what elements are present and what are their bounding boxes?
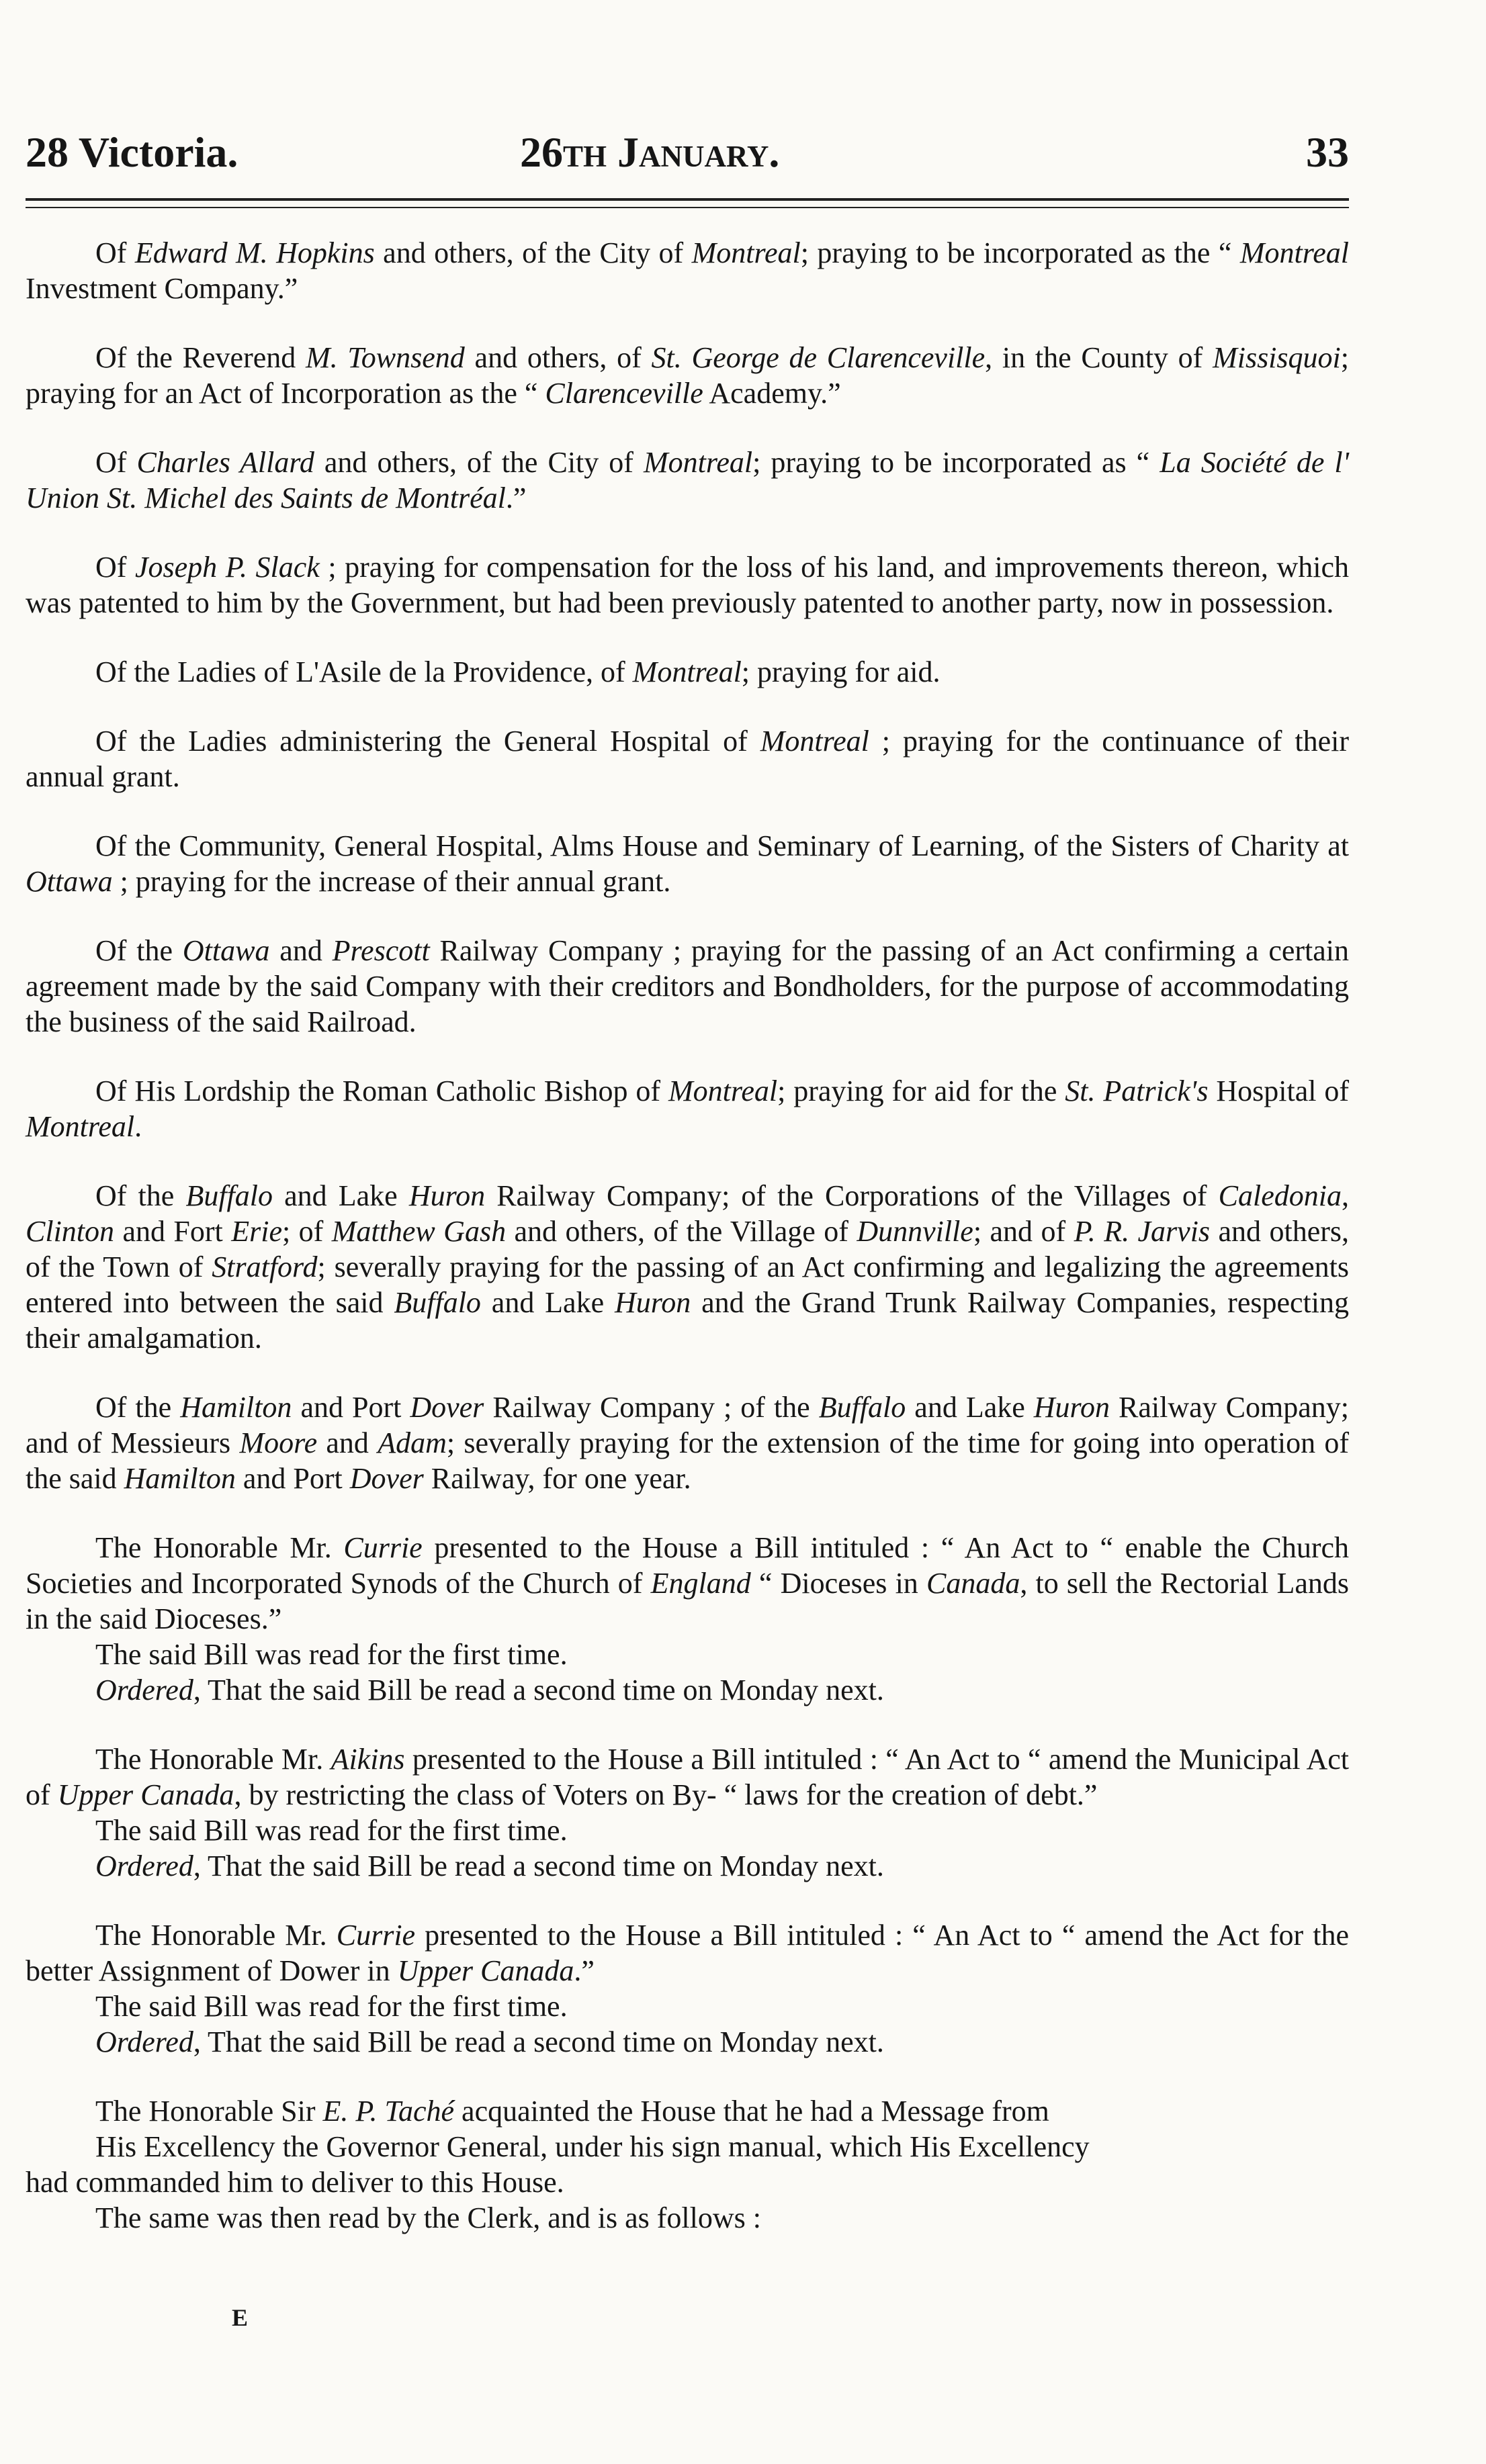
bill-presentation: The Honorable Mr. Aikins presented to the House a Bill intituled : “ An Act to “ amend the Municipal Act of Upper Canada, by restricting the class of Voters on By- “ laws for the creation of debt.” bbox=[26, 1743, 1349, 1811]
petition-paragraph: Of the Reverend M. Townsend and others, of St. George de Clarenceville, in the County of Missisquoi; praying for an Act of Incorporation as the “ Clarenceville Academy.” bbox=[26, 341, 1349, 410]
petition-paragraph: Of the Hamilton and Port Dover Railway Company ; of the Buffalo and Lake Huron Railway Company; and of Messieurs Moore and Adam; severally praying for the extension of the time for going into operation of the said Hamilton and Port Dover Railway, for one year. bbox=[26, 1391, 1350, 1495]
petition-paragraph: Of Joseph P. Slack ; praying for compensation for the loss of his land, and improvements thereon, which was patented to him by the Government, but had been previously patented to another party, now in possession. bbox=[26, 551, 1349, 619]
petitions-list bbox=[26, 235, 1349, 1496]
bills-list bbox=[26, 1530, 1349, 2060]
header-date: 26th January. bbox=[520, 128, 780, 176]
bill-order: Ordered, That the said Bill be read a second time on Monday next. bbox=[95, 1850, 884, 1882]
bill-order: Ordered, That the said Bill be read a second time on Monday next. bbox=[95, 1674, 884, 1706]
petition-paragraph: Of the Ladies administering the General Hospital of Montreal ; praying for the continuance of their annual grant. bbox=[26, 725, 1350, 793]
bill-order: Ordered, That the said Bill be read a second time on Monday next. bbox=[95, 2025, 884, 2058]
petition-paragraph: Of Edward M. Hopkins and others, of the City of Montreal; praying to be incorporated as the “ Montreal Investment Company.” bbox=[26, 236, 1349, 305]
petition-paragraph: Of His Lordship the Roman Catholic Bishop of Montreal; praying for aid for the St. Patrick's Hospital of Montreal. bbox=[26, 1075, 1350, 1143]
journal-body bbox=[26, 235, 1349, 2236]
bill-first-reading: The said Bill was read for the first time. bbox=[95, 1990, 568, 2023]
header-rule-thin bbox=[26, 207, 1349, 208]
message-read-line: The same was then read by the Clerk, and is as follows : bbox=[95, 2201, 761, 2234]
bill-first-reading: The said Bill was read for the first time. bbox=[95, 1814, 568, 1847]
signature-mark: E bbox=[232, 2304, 249, 2331]
bill-entry bbox=[26, 1530, 1349, 1708]
bill-presentation: The Honorable Mr. Currie presented to the House a Bill intituled : “ An Act to “ amend the Act for the better Assignment of Dower in Upper Canada.” bbox=[26, 1919, 1349, 1987]
journal-page bbox=[26, 114, 1350, 2234]
message-lead: The Honorable Sir E. P. Taché acquainted the House that he had a Message from bbox=[95, 2095, 1049, 2128]
petition-paragraph: Of the Ladies of L'Asile de la Providence, of Montreal; praying for aid. bbox=[95, 655, 941, 688]
header-page-number: 33 bbox=[1306, 128, 1349, 176]
petition-paragraph: Of Charles Allard and others, of the City of Montreal; praying to be incorporated as “ La Société de l' Union St. Michel des Saints de Montréal.” bbox=[26, 446, 1350, 514]
header-rule-thick bbox=[26, 198, 1349, 201]
petition-paragraph: Of the Buffalo and Lake Huron Railway Company; of the Corporations of the Villages of Caledonia, Clinton and Fort Erie; of Matthew Gash and others, of the Village of Dunnville; and of P. R. Jarvis and others, of the Town of Stratford; severally praying for the passing of an Act confirming and legalizing the agreements entered into between the said Buffalo and Lake Huron and the Grand Trunk Railway Companies, respecting their amalgamation. bbox=[26, 1179, 1350, 1355]
petition-paragraph: Of the Community, General Hospital, Alms House and Seminary of Learning, of the Sisters of Charity at Ottawa ; praying for the increase of their annual grant. bbox=[26, 829, 1349, 898]
bill-entry bbox=[26, 1741, 1349, 1884]
bill-first-reading: The said Bill was read for the first time. bbox=[95, 1638, 568, 1671]
bill-presentation: The Honorable Mr. Currie presented to the House a Bill intituled : “ An Act to “ enable the Church Societies and Incorporated Synods of the Church of England “ Dioceses in Canada, to sell the Rectorial Lands in the said Dioceses.” bbox=[26, 1531, 1350, 1635]
header-session: 28 Victoria. bbox=[26, 128, 238, 176]
message-flush-line: had commanded him to deliver to this House. bbox=[26, 2166, 564, 2199]
message-continuation: His Excellency the Governor General, under his sign manual, which His Excellency bbox=[95, 2130, 1090, 2163]
governor-message bbox=[26, 2093, 1349, 2236]
bill-entry bbox=[26, 1917, 1349, 2060]
petition-paragraph: Of the Ottawa and Prescott Railway Company ; praying for the passing of an Act confirming a certain agreement made by the said Company with their creditors and Bondholders, for the purpose of accommodating the business of the said Railroad. bbox=[26, 934, 1350, 1038]
page-header bbox=[26, 114, 1349, 181]
